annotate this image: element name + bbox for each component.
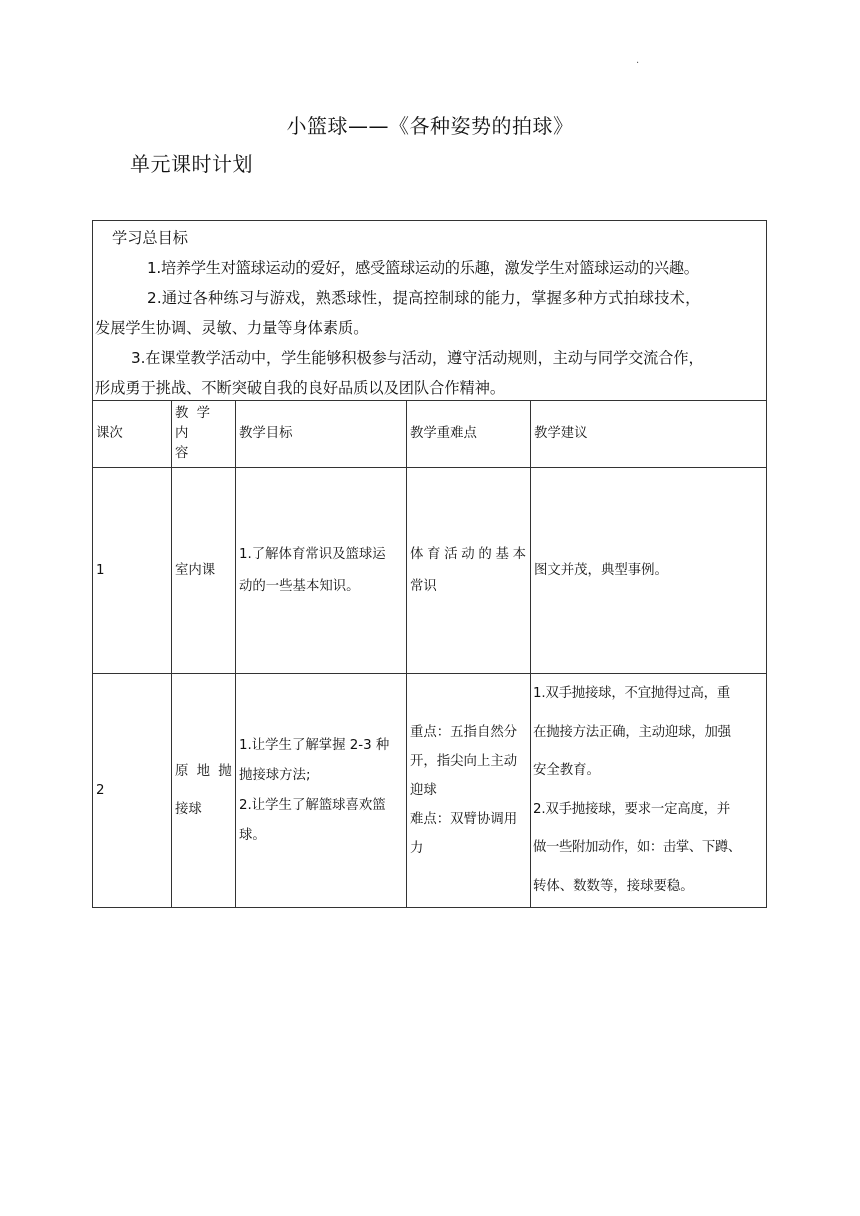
header-advice-label: 教学建议	[534, 426, 588, 441]
row-2-key-line-3: 迎球	[410, 783, 437, 798]
row-1-content	[172, 468, 235, 673]
row-2-goal-line-3: 2.让学生了解篮球喜欢篮	[239, 797, 386, 813]
row-1-content-value: 室内课	[175, 563, 216, 578]
row-2-goal-line-1: 1.让学生了解掌握 2-3 种	[239, 737, 390, 753]
row-2-content-line-2: 接球	[175, 801, 202, 817]
header-goal	[236, 401, 406, 467]
header-advice	[531, 401, 766, 467]
objective-item-2-line-1: 2.通过各种练习与游戏，熟悉球性，提高控制球的能力，掌握多种方式拍球技术，	[147, 289, 701, 307]
row-2-key-line-1: 重点：五指自然分	[410, 725, 518, 740]
row-1-goal-line-2: 动的一些基本知识。	[239, 578, 360, 594]
row-2-lesson-value: 2	[96, 783, 105, 798]
objective-item-3-line-1: 3.在课堂教学活动中，学生能够积极参与活动，遵守活动规则，主动与同学交流合作，	[131, 349, 704, 367]
row-2-lesson	[93, 674, 171, 907]
page-mark: .	[636, 55, 640, 66]
header-lesson	[93, 401, 171, 467]
objectives-heading: 学习总目标	[112, 229, 188, 247]
header-key-points	[407, 401, 530, 467]
row-2-goal	[236, 674, 406, 907]
learning-objectives-section	[93, 221, 766, 401]
row-1-goal-line-1: 1.了解体育常识及篮球运	[239, 546, 386, 562]
row-1-goal	[236, 468, 406, 673]
row-2-advice-line-5: 做一些附加动作，如：击掌、下蹲、	[533, 840, 741, 855]
row-2-advice	[531, 674, 766, 907]
row-1-key-line-2: 常识	[410, 578, 437, 594]
document-subtitle: 单元课时计划	[130, 152, 253, 176]
row-2-goal-line-2: 抛接球方法;	[239, 767, 311, 783]
row-1-lesson-value: 1	[96, 563, 105, 578]
header-content-label-line-1: 教 学 内	[175, 406, 213, 441]
lesson-plan-table	[92, 220, 767, 908]
objective-item-2-line-2: 发展学生协调、灵敏、力量等身体素质。	[95, 319, 369, 337]
header-goal-label: 教学目标	[239, 426, 293, 441]
row-2-advice-line-4: 2.双手抛接球，要求一定高度，并	[533, 801, 731, 817]
row-1-advice	[531, 468, 766, 673]
row-2-key-line-2: 开，指尖向上主动	[410, 754, 518, 769]
header-lesson-label: 课次	[96, 426, 123, 441]
objective-item-1: 1.培养学生对篮球运动的爱好，感受篮球运动的乐趣，激发学生对篮球运动的兴趣。	[147, 259, 699, 277]
document-title: 小篮球——《各种姿势的拍球》	[286, 114, 574, 138]
row-2-key-line-5: 力	[410, 841, 424, 856]
row-2-key-points	[407, 674, 530, 907]
row-1-key-points	[407, 468, 530, 673]
row-1-advice-value: 图文并茂，典型事例。	[534, 563, 668, 578]
objective-item-3-line-2: 形成勇于挑战、不断突破自我的良好品质以及团队合作精神。	[95, 379, 506, 397]
row-2-goal-line-4: 球。	[239, 827, 266, 843]
row-2-key-line-4: 难点：双臂协调用	[410, 812, 518, 827]
header-content-label-line-2: 容	[175, 446, 189, 461]
header-content	[172, 401, 235, 467]
row-1-key-line-1: 体育活动的基本	[410, 546, 526, 562]
row-2-content-line-1: 原 地 抛	[175, 763, 234, 779]
row-2-advice-line-1: 1.双手抛接球，不宜抛得过高，重	[533, 686, 731, 701]
lesson-table-grid	[93, 401, 766, 907]
row-1-lesson	[93, 468, 171, 673]
row-2-advice-line-6: 转体、数数等，接球要稳。	[533, 878, 694, 894]
header-key-points-label: 教学重难点	[410, 426, 477, 441]
row-2-content	[172, 674, 235, 907]
row-2-advice-line-3: 安全教育。	[533, 763, 600, 778]
row-2-advice-line-2: 在抛接方法正确，主动迎球，加强	[533, 724, 731, 740]
